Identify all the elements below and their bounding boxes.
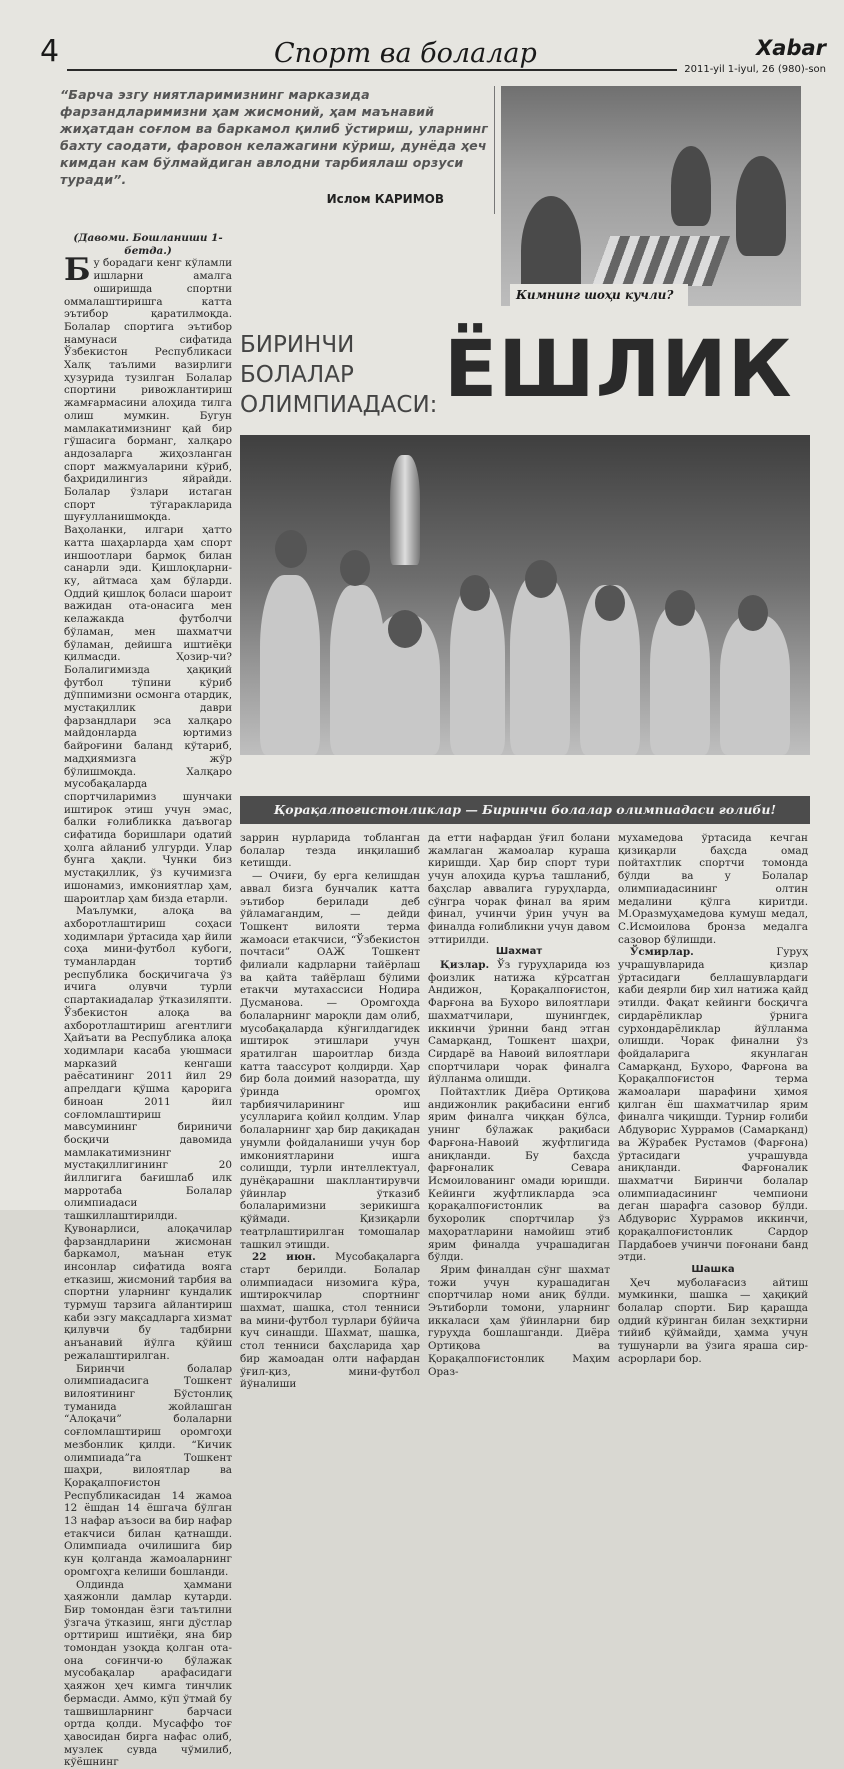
- header-rule: [67, 69, 677, 71]
- photo-head: [388, 610, 422, 648]
- team-photo-caption: Қорақалпоғистонликлар — Биринчи болалар олимпиадаси ғолиби!: [240, 796, 810, 824]
- photo-head: [738, 595, 768, 631]
- section-title: Спорт ва болалар: [274, 38, 537, 69]
- article-column-3: [428, 832, 610, 1378]
- page-number: 4: [40, 34, 60, 69]
- photo-figure: [260, 575, 320, 755]
- team-photo: [240, 435, 810, 755]
- headline-kicker: БИРИНЧИ БОЛАЛАР ОЛИМПИАДАСИ:: [240, 332, 438, 418]
- paragraph-text: у борадаги кенг кўламли ишларни амалга оширишда спортни оммалаштиришга катта эътибор қаратилмоқда. Болалар спортига эътибор намунаси сифатида Ўзбекистон Республикаси Халқ таълими вазирлиги ҳузурида тузилган Болалар спортини ривожлантириш жамғармасини алоҳида тилга олиш мумкин. Бугун мамлакатимизнинг қай бир гўшасига борманг, халқаро андозаларга жиҳозланган спорт мажмуаларини кўриб, баҳридилингиз яйрайди. Болалар ўзлари истаган спорт тўгаракларида шуғулланишмоқда. Ваҳоланки, илгари ҳатто катта шаҳарларда ҳам спорт иншоотлари бармоқ билан санарли эди. Қишлоқларни-ку, айтмаса ҳам бўларди. Оддий қишлоқ боласи шароит важидан ота-онасига мен келажакда футболчи бўламан, мен шахматчи бўламан, дейишга иштиёқи қилмасди. Ҳозир-чи? Болалигимизда ҳақиқий футбол тўпини кўриб дўппимизни осмонга отардик, мустақиллик даври фарзандлари эса халқаро майдонларда юртимиз байроғини баланд кўтариб, мадҳиямизга жўр бўлишмоқда. Халқаро мусобақаларда спортчиларимиз шунчаки иштирок этиш учун эмас, балки ғолибликка даъвогар сифатида боришлари одатий ҳолга айланиб улгурди. Улар бунга ҳақли. Чунки биз мустақиллик, ўз кучимизга ишонамиз, имкониятлар ҳам, шароитлар ҳам бизда етарли.: [64, 257, 232, 905]
- article-paragraph: Пойтахтлик Диёра Ортиқова андижонлик рақибасини енгиб ярим финалга чиққан бўлса, унинг бўлажак рақибаси Фарғона-Навоий жуфтлигида аниқланди. Бу баҳсда фарғоналик Севара Исмоилованинг омади юришди. Кейинги жуфтликларда эса қорақалпоғистонлик ва бухоролик спортчилар ўз маҳоратларини намойиш этиб ярим финалда учрашадиган бўлди.: [428, 1086, 610, 1264]
- photo-head: [595, 585, 625, 621]
- photo-head: [340, 550, 370, 586]
- photo-head: [525, 560, 557, 598]
- article-paragraph: Ҳеч муболағасиз айтиш мумкинки, шашка — ҳақиқий болалар спорти. Бир қарашда оддий кўринган билан зеҳктирни тийиб қўймайди, ҳамма учун тушунарли ва ўзига яраша сир-асрорлари бор.: [618, 1276, 808, 1365]
- article-paragraph: Биринчи болалар олимпиадасига Тошкент вилоятининг Бўстонлиқ туманида жойлашган “Алоқачи” болаларни соғломлаштириш оромгоҳи мезбонлик қилди. “Кичик олимпиада”га Тошкент шаҳри, вилоятлар ва Қорақалпоғистон Республикасидан 14 жамоа 12 ёшдан 14 ёшгача бўлган 13 нафар аъзоси ва бир нафар етакчиси билан қатнашди. Олимпиада очилишига бир кун қолганда жамоаларнинг оромгоҳга келиши бошланди.: [64, 1362, 232, 1578]
- chess-board: [592, 236, 730, 286]
- article-paragraph: [64, 252, 232, 905]
- article-column-4: [618, 832, 808, 1365]
- brand-logo: Xabar: [756, 36, 826, 60]
- photo-figure: [736, 156, 786, 256]
- photo-figure: [720, 615, 790, 755]
- photo-figure: [650, 605, 710, 755]
- article-paragraph: заррин нурларида тобланган болалар тезда инқилашиб кетишди.: [240, 832, 420, 870]
- chess-photo: [501, 86, 801, 306]
- article-paragraph: Қизлар. Ўз гуруҳларида юз фоизлик натижа кўрсатган Андижон, Қорақалпоғистон, Фарғона ва Бухоро вилоятлари шахматчилари, шунингдек, иккинчи ўринни банд этган Самарқанд, Тошкент шаҳри, Сирдарё ва Навоий вилоятлари спортчилари чорак финалга йўлланма олишди.: [428, 959, 610, 1086]
- article-paragraph: Ўсмирлар. Гуруҳ учрашувларида қизлар ўртасидаги беллашувлардаги каби деярли бир хил натижа қайд этилди. Фақат кейинги босқичга сирдарёликлар ўрнига сурхондарёликлар йўлланма олишди. Чорак финални ўз фойдаларига якунлаган Самарқанд, Бухоро, Фарғона ва Қорақалпоғистон терма жамоалари шарафини ҳимоя қилган ёш шахматчилар ярим финалга чиқишди. Турнир ғолиби Абдуворис Хуррамов (Самарқанд) ва Жўрабек Рустамов (Фарғона) ўртасидаги учрашувда аниқланди. Фарғоналик шахматчи Биринчи болалар олимпиадасининг чемпиони деган шарафга сазовор бўлди. Абдуворис Хуррамов иккинчи, қорақалпоғистонлик Сардор Пардабоев учинчи поғонани банд этди.: [618, 946, 808, 1264]
- article-paragraph: да етти нафардан ўғил болани жамлаган жамоалар кураша киришди. Ҳар бир спорт тури учун алоҳида қуръа ташланиб, баҳслар аввалига гуруҳларда, сўнгра чорак финал ва ярим финал, учинчи ўрин учун ва финалда ғолибликни учун давом эттирилди.: [428, 832, 610, 946]
- quote-box: [60, 86, 495, 214]
- continued-note: (Давоми. Бошланиши 1-бетда.): [73, 232, 223, 257]
- subheading-chess: Шахмат: [495, 946, 543, 958]
- photo-figure: [510, 575, 570, 755]
- quote-author: Ислом КАРИМОВ: [326, 192, 444, 206]
- drop-cap: Б: [64, 252, 91, 289]
- trophy: [390, 455, 420, 565]
- issue-info: 2011-yil 1-iyul, 26 (980)-son: [684, 64, 826, 75]
- article-paragraph: мухамедова ўртасида кечган қизиқарли баҳсда омад пойтахтлик спортчи томонда бўлди ва у Болалар олимпиадасининг олтин медалини қўлга киритди. М.Оразмуҳамедова кумуш медал, С.Исмоилова бронза медалга сазовор бўлишди.: [618, 832, 808, 946]
- article-paragraph: — Очиғи, бу ерга келишдан аввал бизга бунчалик катта эътибор берилади деб ўйламагандим, — дейди Тошкент вилояти терма жамоаси етакчиси, “Ўзбекистон почтаси” ОАЖ Тошкент филиали кадрларни тайёрлаш ва қайта тайёрлаш бўлими етакчи мутахассиси Нодира Дусманова. — Оромгоҳда болаларнинг мароқли дам олиб, мусобақаларда кўнгилдагидек иштирок этишлари учун яратилган шароитлар бизда катта таассурот қолдирди. Ҳар бир бола доимий назоратда, шу ўринда оромгоҳ тарбиячиларининг иш усулларига қойил қолдим. Улар болаларнинг ҳар бир дақиқадан унумли фойдаланиши учун бор имкониятларини ишга солишди, турли интеллектуал, дунёқарашни шакллантирувчи ўйинлар ўтказиб болаларимизни зерикишга қўймади. Қизиқарли театрлаштирилган томошалар ташкил этишди.: [240, 870, 420, 1251]
- page-header: [22, 24, 832, 80]
- chess-photo-caption: Кимнинг шоҳи кучли?: [510, 284, 688, 306]
- subheading-checkers: Шашка: [691, 1263, 735, 1275]
- photo-figure: [671, 146, 711, 226]
- article-column-2: [240, 832, 420, 1391]
- article-paragraph: 22 июн. Мусобақаларга старт берилди. Болалар олимпиадаси низомига кўра, иштирокчилар спортнинг шахмат, шашка, стол тенниси ва мини-футбол турлари бўйича куч синашди. Шахмат, шашка, стол тенниси баҳсларида ҳар бир жамоадан олти нафардан ўғил-қиз, мини-футбол йўналиши: [240, 1251, 420, 1391]
- photo-head: [275, 530, 307, 568]
- article-paragraph: Олдинда ҳаммани ҳаяжонли дамлар кутарди. Бир томондан ёзги таътилни ўзгача ўтказиш, янги дўстлар орттириш иштиёқи, яна бир томондан узоқда қолган ота-она соғинчи-ю бўлажак мусобақалар арафасидаги ҳаяжон ҳеч кимга тинчлик бермасди. Аммо, кўп ўтмай бу ташвишларнинг барчаси ортда қолди. Мусаффо тоғ ҳавосидан бирга нафас олиб, музлек сувда чўмилиб, кўёшнинг: [64, 1578, 232, 1769]
- article-paragraph: Маълумки, алоқа ва ахборотлаштириш соҳаси ходимлари ўртасида ҳар йили соҳа мини-футбол кубоги, туманлардан тортиб республика босқичигача ўз ичига олувчи турли спартакиадалар ўтказиляпти. Ўзбекистон алоқа ва ахборотлаштириш агентлиги Ҳайъати ва Республика алоқа ходимлари касаба уюшмаси марказий кенгаши раёсатининг 2011 йил 29 апрелдаги қўшма қарорига биноан 2011 йил соғломлаштириш мавсумининг бириничи босқичи давомида мамлакатимизнинг мустақиллигининг 20 йиллигига бағишлаб илк марротаба Болалар олимпиадаси ташкиллаштирилди. Қувонарлиси, алоқачилар фарзандларини жисмонан баркамол, маънан етук инсонлар сифатида вояга етказиш, жисмоний тарбия ва спортни уларнинг кундалик турмуш тарзига айлантириш каби эзгу мақсадларга хизмат қилувчи бу тадбирни анъанавий йўлга қўйиш режалаштирилган.: [64, 905, 232, 1362]
- photo-head: [460, 575, 490, 611]
- article-paragraph: Ярим финалдан сўнг шахмат тожи учун курашадиган спортчилар номи аниқ бўлди. Эътиборли томони, уларнинг иккаласи ҳам ўйинларни бир гуруҳда бошлашганди. Диёра Ортиқова ва Қорақалпоғистонлик Маҳим Ораз-: [428, 1263, 610, 1378]
- photo-head: [665, 590, 695, 626]
- quote-text: “Барча эзгу ниятларимизнинг марказида фарзандларимизни ҳам жисмоний, ҳам маънавий жиҳатдан соғлом ва баркамол қилиб ўстириш, уларнинг бахту саодати, фаровон келажагини кўриш, дунёда ҳеч кимдан кам бўлмайдиган авлодни тарбиялаш орзуси туради”.: [60, 87, 489, 187]
- headline-main: ЁШЛИК: [444, 325, 793, 415]
- article-column-1: [64, 232, 232, 1769]
